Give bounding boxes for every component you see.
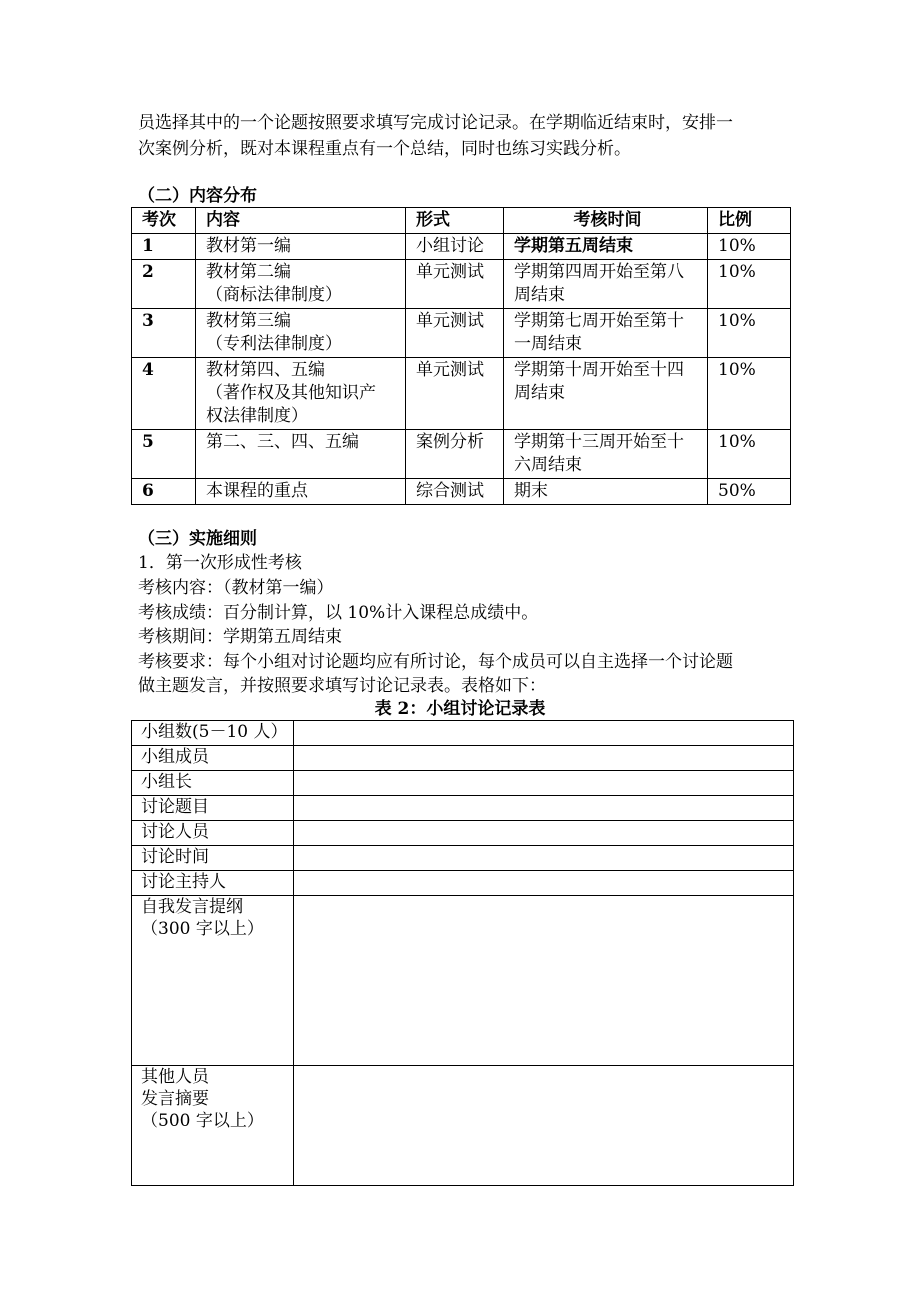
exam-content [196, 430, 406, 479]
time-line: 学期第五周结束 [514, 236, 633, 256]
time-line: 学期第十三周开始至十 [514, 432, 684, 452]
time-line: 周结束 [514, 285, 565, 305]
time-line: 六周结束 [514, 455, 582, 475]
row-value[interactable] [294, 746, 794, 771]
exam-form: 单元测试 [406, 309, 504, 358]
row-label: 讨论时间 [132, 846, 294, 871]
exam-form: 案例分析 [406, 430, 504, 479]
exam-time [504, 479, 708, 505]
content-line: 权法律制度） [206, 406, 308, 426]
row-label [132, 896, 294, 1066]
row-value[interactable] [294, 896, 794, 1066]
label-line: （500 字以上） [141, 1111, 264, 1131]
table-row [132, 721, 794, 746]
time-line: 周结束 [514, 383, 565, 403]
column-header: 比例 [708, 208, 791, 234]
time-line: 一周结束 [514, 334, 582, 354]
table-row [132, 309, 791, 358]
row-label: 讨论题目 [132, 796, 294, 821]
detail-requirement: 考核要求：每个小组对讨论题均应有所讨论，每个成员可以自主选择一个讨论题 [138, 652, 733, 672]
exam-time [504, 260, 708, 309]
exam-content [196, 358, 406, 430]
exam-time [504, 234, 708, 260]
table-row [132, 1066, 794, 1186]
label-line: 自我发言提纲 [141, 897, 243, 917]
row-value[interactable] [294, 796, 794, 821]
exam-ratio: 10% [708, 430, 791, 479]
content-line: 教材第三编 [206, 311, 291, 331]
exam-time [504, 430, 708, 479]
intro-line: 次案例分析，既对本课程重点有一个总结，同时也练习实践分析。 [138, 139, 631, 159]
content-line: （专利法律制度） [206, 334, 342, 354]
exam-number: 4 [132, 358, 196, 430]
exam-time [504, 358, 708, 430]
row-value[interactable] [294, 771, 794, 796]
discussion-record-table [131, 720, 794, 1186]
detail-requirement: 做主题发言，并按照要求填写讨论记录表。表格如下： [138, 676, 546, 696]
column-header: 考次 [132, 208, 196, 234]
row-value[interactable] [294, 721, 794, 746]
exam-form: 单元测试 [406, 358, 504, 430]
row-label: 小组长 [132, 771, 294, 796]
exam-number: 3 [132, 309, 196, 358]
row-label: 小组数(5－10 人） [132, 721, 294, 746]
table-row [132, 260, 791, 309]
column-header: 内容 [196, 208, 406, 234]
exam-ratio: 10% [708, 234, 791, 260]
exam-ratio: 10% [708, 309, 791, 358]
column-header: 形式 [406, 208, 504, 234]
exam-ratio: 10% [708, 358, 791, 430]
table-row [132, 871, 794, 896]
content-line: 本课程的重点 [206, 481, 308, 501]
exam-number: 6 [132, 479, 196, 505]
table-row [132, 796, 794, 821]
row-label: 讨论主持人 [132, 871, 294, 896]
label-line: 其他人员 [141, 1067, 209, 1087]
table-caption: 表 2：小组讨论记录表 [374, 699, 546, 719]
table-header-row [132, 208, 791, 234]
time-line: 期末 [514, 481, 548, 501]
content-line: （商标法律制度） [206, 285, 342, 305]
time-line: 学期第十周开始至十四 [514, 360, 684, 380]
exam-form: 综合测试 [406, 479, 504, 505]
content-distribution-table [131, 207, 791, 505]
exam-number: 1 [132, 234, 196, 260]
label-line: （300 字以上） [141, 919, 264, 939]
table-row [132, 746, 794, 771]
content-line: 教材第二编 [206, 262, 291, 282]
content-line: 教材第一编 [206, 236, 291, 256]
exam-content [196, 234, 406, 260]
table-row [132, 821, 794, 846]
time-line: 学期第七周开始至第十 [514, 311, 684, 331]
detail-score: 考核成绩：百分制计算，以 10%计入课程总成绩中。 [138, 603, 539, 623]
exam-content [196, 479, 406, 505]
exam-form: 单元测试 [406, 260, 504, 309]
table-row [132, 358, 791, 430]
detail-period: 考核期间：学期第五周结束 [138, 627, 342, 647]
exam-content [196, 309, 406, 358]
detail-item-title: 1．第一次形成性考核 [138, 553, 302, 573]
row-value[interactable] [294, 1066, 794, 1186]
row-label [132, 1066, 294, 1186]
detail-content: 考核内容：（教材第一编） [138, 578, 334, 598]
table-row [132, 896, 794, 1066]
label-line: 发言摘要 [141, 1089, 209, 1109]
exam-time [504, 309, 708, 358]
row-value[interactable] [294, 846, 794, 871]
row-label: 讨论人员 [132, 821, 294, 846]
table-row [132, 479, 791, 505]
exam-number: 5 [132, 430, 196, 479]
table-row [132, 430, 791, 479]
exam-ratio: 10% [708, 260, 791, 309]
content-line: 第二、三、四、五编 [206, 432, 359, 452]
content-line: （著作权及其他知识产 [206, 383, 376, 403]
table-row [132, 771, 794, 796]
exam-content [196, 260, 406, 309]
table-row [132, 846, 794, 871]
exam-ratio: 50% [708, 479, 791, 505]
intro-paragraph [138, 110, 798, 162]
column-header: 考核时间 [504, 208, 708, 234]
row-value[interactable] [294, 821, 794, 846]
section-heading: （二）内容分布 [138, 186, 257, 206]
time-line: 学期第四周开始至第八 [514, 262, 684, 282]
row-value[interactable] [294, 871, 794, 896]
content-line: 教材第四、五编 [206, 360, 325, 380]
table-row [132, 234, 791, 260]
exam-form: 小组讨论 [406, 234, 504, 260]
intro-line: 员选择其中的一个论题按照要求填写完成讨论记录。在学期临近结束时，安排一 [138, 113, 733, 133]
section-heading: （三）实施细则 [138, 529, 257, 549]
row-label: 小组成员 [132, 746, 294, 771]
exam-number: 2 [132, 260, 196, 309]
